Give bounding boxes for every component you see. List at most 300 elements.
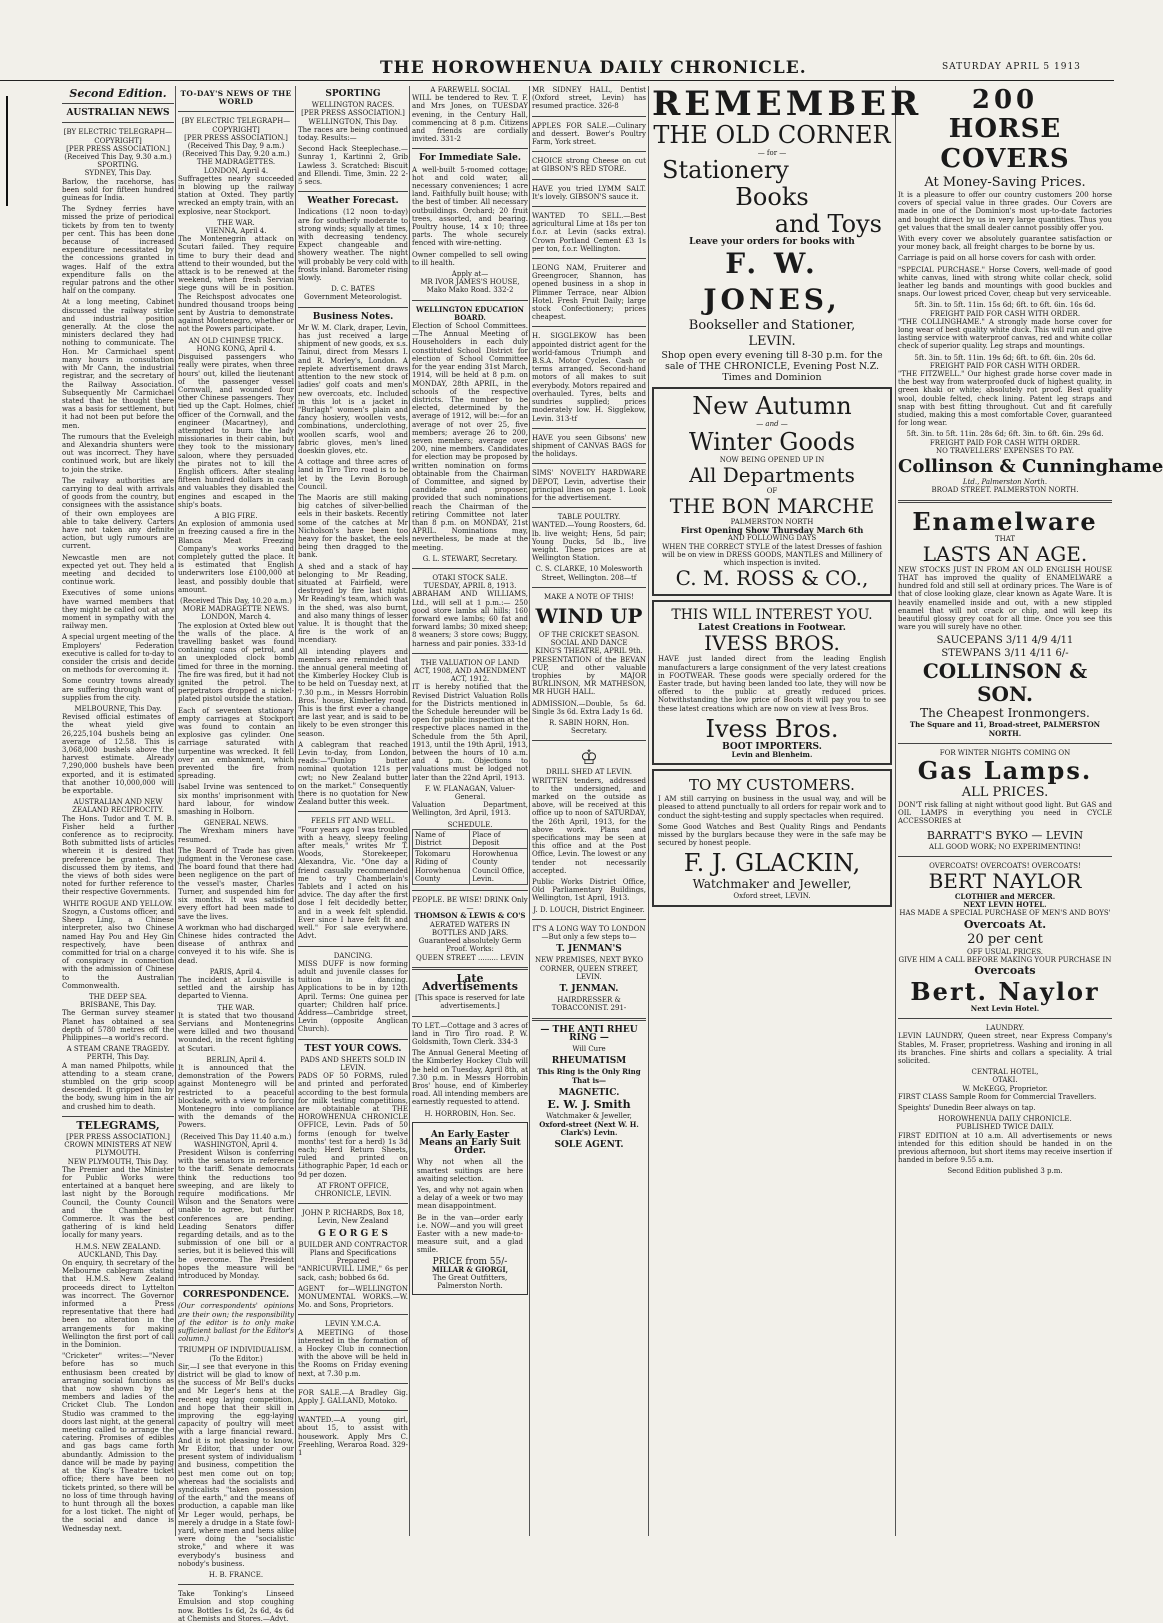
section-heading: AUSTRALIAN NEWS — [66, 108, 170, 119]
ad-text: NO TRAVELLERS' EXPENSES TO PAY. — [936, 446, 1074, 455]
firm-name: T. JENMAN. — [559, 984, 619, 995]
paragraph: ADMISSION.—Double, 5s 6d. Single 3s 6d. Extra Lady 1s 6d. — [532, 699, 646, 716]
received-note: (Received This Day 11.40 a.m.) — [180, 1132, 292, 1141]
dateline: LONDON, March 4. — [200, 613, 271, 622]
assoc-note: [PER PRESS ASSOCIATION.] — [184, 133, 288, 142]
column-australian-news — [62, 86, 174, 1536]
dateline: WELLINGTON, This Day. — [308, 117, 398, 126]
paragraph: FIRST CLASS Sample Room for Commercial Travellers. — [898, 1092, 1097, 1101]
received-note: (Received This Day, 9 a.m.) — [187, 142, 285, 151]
paragraph: CHOICE strong Cheese on cut at GIBSON'S RED STORE. — [532, 157, 646, 174]
firm-name: C. M. ROSS & CO., — [675, 566, 869, 591]
firm-name: BARRATT'S BYKO — LEVIN — [926, 828, 1084, 842]
paragraph: All intending players and members are reminded that the annual general meeting of the Kimberley Hockey Club is to be held on Tuesday next, at 7.30 p.m., in Messrs Horrobin Bros.' house, Kimberley road. This is the first ever a change are last year, and is said to be likely to be even stronger this season. — [298, 647, 408, 738]
paragraph: IT'S A LONG WAY TO LONDON —But only a few steps to— — [532, 924, 646, 942]
ad-heading: HORSE COVERS — [940, 114, 1070, 174]
wind-up-heading: WIND UP — [535, 603, 643, 628]
paragraph: [This space is reserved for late advertisements.] — [415, 994, 525, 1011]
paragraph: NEW PREMISES, NEXT BYKO CORNER, QUEEN STREET, LEVIN. — [534, 956, 644, 981]
table-header: Name of District — [413, 829, 470, 848]
paragraph: Isabel Irvine was sentenced to six months' imprisonment with hard labour, for window smashing in Holborn. — [178, 783, 294, 817]
firm-tagline: The Great Outfitters, — [432, 1274, 508, 1282]
dateline: (To the Editor.) — [209, 1354, 263, 1363]
firm-name: Bert. Naylor — [910, 976, 1100, 1006]
paragraph: The rumours that the Eveleigh and Alexandria shunters were out was incorrect. They have continued work, but are likely to join the strike. — [62, 432, 174, 474]
firm-name: BERT NAYLOR — [928, 868, 1082, 893]
received-note: (Received This Day, 9.20 a.m.) — [182, 150, 290, 159]
subheading: MAGNETIC. — [558, 1087, 620, 1098]
paragraph: H. SIGGLEKOW has been appointed district agent for the world-famous Triumph and B.S.A. Motor Cycles. Cash or terms arranged. Second-hand motors of all makes to suit everybody. Motors repaired and overhauled. Tyres, belts and sundries supplied; prices moderately low. H. Sigglekow, Levin. 313-tf — [532, 332, 646, 423]
paragraph: It is a pleasure to offer our country customers 200 horse covers of special value in three grades. Our Covers are made in one of the Dominion's most up-to-date factories and bought direct by us in very large quantities. Thus you get values that the small dealer cannot possibly offer you. — [898, 191, 1112, 232]
paragraph: I AM still carrying on business in the usual way, and will be pleased to attend punctually to all orders for repair work and to conduct the sight-testing and supply spectacles when required. — [658, 795, 886, 820]
ad-heading: Winter Goods — [688, 427, 856, 456]
ad-text: OVERCOATS! OVERCOATS! OVERCOATS! — [929, 861, 1081, 870]
ad-text: BROAD STREET. PALMERSTON NORTH. — [931, 486, 1079, 495]
paragraph: This Ring is the Only Ring That is— — [537, 1067, 641, 1085]
dateline: VIENNA, April 4. — [205, 227, 267, 236]
ad-text: The Square and 11, Broad-street, PALMERSTON NORTH. — [909, 720, 1101, 738]
paragraph: Be in the van—order early i.e. NOW—and you will greet Easter with a new made-to-measure suit, and a glad smile. — [417, 1213, 523, 1255]
dateline: PERTH, This Day. — [86, 1053, 150, 1062]
dateline: SYDNEY, This Day. — [84, 169, 152, 178]
wire-note: [BY ELECTRIC TELEGRAPH—COPYRIGHT] — [181, 117, 291, 134]
subheading: MORE MADRAGETTE NEWS. — [182, 605, 290, 614]
firm-name: F. J. GLACKIN, — [683, 849, 861, 878]
suit-advertisement — [412, 1122, 528, 1296]
paragraph: A special urgent meeting of the Employers' Federation executive is called for to-day to consider the crisis and decide on methods for overcoming it. — [62, 633, 174, 675]
ad-heading: and Toys — [774, 210, 882, 239]
paragraph: Watchmaker & Jeweller, — [546, 1112, 632, 1121]
ad-text: Levin and Blenheim. — [731, 750, 813, 760]
bon-marche-advertisement — [652, 387, 892, 596]
subheading: SOLE AGENT. — [554, 1139, 624, 1150]
ad-text: FOR WINTER NIGHTS COMING ON — [939, 748, 1071, 757]
subheading: THE WAR. — [217, 1003, 255, 1012]
paragraph: Barlow, the racehorse, has been sold for fifteen hundred guineas for India. — [62, 177, 174, 203]
ad-heading: Overcoats At. — [963, 917, 1047, 931]
ad-text: THAT — [994, 534, 1016, 543]
paragraph: A cablegram that reached Levin to-day, from London, reads:—"Dunlop butter nominal quotation 121s per cwt; no New Zealand butter on the market." Consequently there is no quotation for New Zealand butter this week. — [298, 740, 408, 807]
paragraph: Indications (12 noon to-day) are for southerly moderate to strong winds; squally at times, with decreasing tendency. Expect changeable and showery weather. The night will probably be very cold with frosts inland. Barometer rising slowly. — [298, 208, 408, 283]
ad-text: Oxford street, LEVIN. — [733, 892, 811, 901]
subheading: TRIUMPH OF INDIVIDUALISM. — [178, 1346, 294, 1355]
paragraph: Szogyn, a Customs officer, and Sheep Ling, a Chinese interpreter, also two Chinese named Hay Pou and Hey Gin respectively, have been committed for trial on a charge of conspiracy in connection with the admission of Chinese to the Australian Commonwealth. — [62, 907, 174, 990]
paragraph: A cottage and three acres of land in Tiro Tiro road is to be let by the Levin Borough Council. — [298, 458, 408, 491]
firm-name: MILLAR & GIORGI, — [431, 1264, 509, 1274]
ad-text: Latest Creations in Footwear. — [698, 623, 846, 634]
ad-text: ALL GOOD WORK; NO EXPERIMENTING! — [929, 842, 1081, 851]
assoc-note: [PER PRESS ASSOCIATION.] — [66, 144, 170, 153]
paragraph: "SPECIAL PURCHASE." Horse Covers, well-made of good white canvas, lined with strong white collar check, solid leather leg bands and mountings with good buckles and snaps. Our lowest priced Cover, cheap but very serviceable. — [898, 265, 1112, 299]
subheading: THE DEEP SEA. — [88, 992, 148, 1001]
column-rule — [648, 86, 649, 1536]
subheading: THE WAR. — [217, 218, 255, 227]
paragraph: AGENT for—WELLINGTON MONUMENTAL WORKS.—W. Mo. and Sons, Proprietors. — [298, 1284, 408, 1310]
firm-name: T. JENMAN'S — [556, 944, 622, 955]
paragraph: Sir,—I see that everyone in this district will be glad to know of the success of Mr Bell's ducks and Mr Leger's hens at the recent egg laying competition, and hope that their skill in improving the egg-laying capacity of poultry will meet with a large financial reward. And it is not pleasing to know, Mr Editor, that under our present system of individualism and business, competition the best men come out on top; whereas had the socialists and syndicalists "taken possession of the earth," and the means of production, a capable man like Mr Leger would, perhaps, be merely a drudge in a State fowl-yard, where men and hens alike were doing the "socialistic stroke," and where it was everybody's business and nobody's business. — [178, 1362, 294, 1568]
ad-text: Bookseller and Stationer, — [688, 318, 856, 334]
paragraph: Will Cure — [572, 1045, 606, 1054]
paragraph: LEONG NAM, Fruiterer and Greengrocer, Shannon, has opened business in a shop in Plimmer Terrace, near Albion Hotel. Fresh Fruit Daily; large stock Confectionery; prices cheapest. — [532, 264, 646, 322]
ad-heading: Enamelware — [912, 506, 1098, 536]
subheading: SOCIAL AND DANCE — [550, 639, 628, 648]
edition-heading: Second Edition. — [69, 87, 167, 100]
subheading: THE MADRAGETTES. — [196, 158, 276, 167]
ad-text: PUBLISHED TWICE DAILY. — [956, 1123, 1054, 1132]
issue-date: SATURDAY APRIL 5 1913 — [942, 62, 1081, 72]
ad-heading: TO MY CUSTOMERS. — [689, 776, 855, 795]
paragraph: FIRST EDITION at 10 a.m. All advertisements or news intended for this edition should be handed in on the previous afternoon, but short items may receive insertion if handed in before 9.55 a.m. — [898, 1131, 1112, 1165]
paragraph: Mr W. M. Clark, draper, Levin, has just received a large shipment of new goods, ex s.s. Tainui, direct from Messrs I. and R. Morley's, London. A replete advertisement draws attention to the new stock of ladies' golf coats and men's new overcoats, etc. Included in this lot is a jacket in "Burlagh" women's plain and fancy hosiery, woollen vests, combinations, underclothing, woollen scarfs, wool and fabric gloves, men's lined doeskin gloves, etc. — [298, 323, 408, 455]
dateline: MELBOURNE, This Day. — [74, 705, 162, 714]
dateline: TUESDAY, APRIL 8, 1913. — [423, 582, 517, 591]
paragraph: ABRAHAM AND WILLIAMS, Ltd., will sell at 1 p.m.:— 250 good store lambs all hills; 160 forward ewe lambs; 60 fat and forward lambs; 30 mixed sheep; 8 weaners; 3 store cows; Buggy, harness and pair ponies. 333-1d — [412, 590, 528, 648]
ad-heading: New Autumn — [692, 392, 852, 421]
paragraph: SIMS' NOVELTY HARDWARE DEPOT, Levin, advertise their principal lines on page 1. Look for the advertisement. — [532, 469, 646, 502]
column-rule — [175, 86, 176, 1536]
ad-heading: 200 — [971, 85, 1039, 115]
ad-text: HAS MADE A SPECIAL PURCHASE OF MEN'S AND BOYS' — [899, 909, 1111, 918]
signature: H. B. FRANCE. — [208, 1570, 264, 1579]
paragraph: The explosion at Oxted blew out the walls of the place. A travelling basket was found containing cans of petrol, and an unexploded clock bomb timed for three in the morning. The fire was fired, but it had not ignited the petrol. The perpetrators dropped a nickel-plated pistol outside the station. — [178, 621, 294, 704]
paragraph: WRITTEN tenders, addressed to the undersigned, and marked on the outside as above, will be received at this office up to noon of SATURDAY, the 26th April, 1913, for the above work. Plans and specifications may be seen at this office and at the Post Office, Levin. The lowest or any tender not necessarily accepted. — [532, 776, 646, 875]
paragraph: Public Works District Office, Old Parliamentary Buildings, Wellington, 1st April, 1913. — [532, 878, 646, 903]
paragraph: President Wilson is conferring with the senators in reference to the tariff. Senate democrats think the reductions too sweeping, and are likely to require modifications. Mr Wilson and the Senators were unable to agree, but further conferences are pending. Leading Senators differ regarding details, and as to the submission of one bill or a series, but it is believed this will be overcome. The President hopes the measure will be introduced by Monday. — [178, 1148, 294, 1281]
ad-text: Leave your orders for books with — [689, 237, 855, 248]
wire-note: [BY ELECTRIC TELEGRAPH—COPYRIGHT] — [63, 128, 173, 145]
ad-text: AND FOLLOWING DAYS — [727, 534, 817, 543]
paragraph: "THE FITZWELL." Our highest grade horse cover made in the best way from waterproofed duck of highest quality, in green khaki or white; absolutely rot proof. Best quality wool, double felted, check lining. Patent leg straps and snap with best fitting throughout. Cut and fit carefully studied, making this a most comfortable Cover, guaranteed for long wear. — [898, 370, 1112, 428]
paragraph: HAVE just landed direct from the leading English manufacturers a large consignment of the very latest creations in FOOTWEAR. These goods were specially ordered for the Easter trade, but having been landed too late, they will now be offered to the public at greatly reduced prices. Notwithstanding the low price of Boots it will pay you to see these latest creations which are now on view at Ivess Bros. — [658, 655, 886, 713]
firm-name: COLLINSON & SON. — [922, 659, 1088, 707]
paragraph: Some country towns already are suffering through want of supplies from the city. — [62, 677, 174, 702]
subheading: KING'S THEATRE, APRIL 9th. — [535, 647, 643, 656]
subheading: GENERAL NEWS. — [203, 819, 269, 828]
ad-heading: THIS WILL INTEREST YOU. — [671, 607, 873, 624]
dateline: BERLIN, April 4. — [206, 1055, 266, 1064]
paragraph: The Maoris are still making big catches of silver-bellied eels in their baskets. Recently some of the catches at Mr Nicholson's have been too heavy for the basket, the eels being then dragged to the bank. — [298, 493, 408, 560]
column-rule — [295, 86, 296, 1536]
paragraph: HAIRDRESSER & TOBACCONIST. 291- — [551, 996, 627, 1013]
paragraph: "Cricketer" writes:—"Never before has so much enthusiasm been created by arranging social functions as that now shown by the members and ladies of the Cricket Club. The London Studio was crammed to the doors last night, at the general meeting called to arrange the catering. Promises of edibles and gas bags came forth abundantly. Admission to the dance will be made by paying at the King's Theatre ticket office; there have been no tickets printed, so there will be no loss of time through having to hunt through all the boxes for a lost ticket. The night of the social and dance is Wednesday next. — [62, 1352, 174, 1533]
ad-text: First Opening Show Thursday March 6th — [680, 525, 864, 536]
price-line: STEWPANS 3/11 4/11 6/- — [941, 648, 1069, 660]
signature: G. L. STEWART, Secretary. — [422, 554, 518, 563]
subheading: HOROWHENUA DAILY CHRONICLE. — [938, 1115, 1072, 1124]
subheading: RHEUMATISM — [551, 1056, 627, 1067]
column-rule — [529, 86, 530, 1536]
subheading: LEVIN Y.M.C.A. — [325, 1320, 381, 1329]
section-heading: Business Notes. — [312, 311, 394, 322]
paragraph: Why not when all the smartest suitings are here awaiting selection. — [417, 1158, 523, 1183]
dateline: NEW PLYMOUTH, This Day. — [67, 1157, 169, 1166]
signature: F. W. FLANAGAN, Valuer-General. — [424, 784, 516, 802]
section-heading: G E O R G E S — [318, 1228, 388, 1239]
firm-name: E. W. J. Smith — [547, 1098, 631, 1112]
subheading: DANCING. — [333, 951, 373, 960]
paragraph: Apply at— — [451, 270, 489, 279]
ad-heading: An Early Easter Means an Early Suit Order. — [419, 1129, 521, 1157]
paragraph: LEVIN LAUNDRY, Queen street, near Express Company's Stables, M. Fraser, proprietress. Washing and ironing in all its branches. Fine shirts and collars a speciality. A trial solicited. — [898, 1032, 1112, 1065]
ad-text: OFF USUAL PRICES. — [967, 947, 1043, 956]
subheading: WHITE ROGUE AND YELLOW. — [63, 899, 173, 908]
dateline: LONDON, April 4. — [203, 166, 269, 175]
subheading: AT FRONT OFFICE, CHRONICLE, LEVIN. — [314, 1181, 392, 1198]
paragraph: Guaranteed absolutely Germ Proof. Works: — [418, 937, 522, 954]
dateline: WASHINGTON, April 4. — [193, 1140, 279, 1149]
paragraph: The Sydney ferries have missed the prize of periodical tickets by from ten to twenty per cent. This has been done because of increased expenditure necessitated by the concessions granted in wages. Half of the extra expenditure falls on the regular patrons and the other half on the company. — [62, 205, 174, 296]
subheading: A BIG FIRE. — [214, 511, 258, 520]
paragraph: An explosion of ammonia used in freezing caused a fire in the Blanca Meat Freezing Company's works and completely gutted the place. It is estimated that English underwriters lose £100,000 at least, and possibly double that amount. — [178, 520, 294, 594]
ad-text: — and — — [756, 420, 788, 429]
firm-name: Ivess Bros. — [705, 714, 839, 743]
paragraph: Carriage is paid on all horse covers for cash with order. — [898, 254, 1096, 263]
subheading: AERATED WATERS IN BOTTLES AND JARS. — [429, 920, 511, 937]
column-display-ads-right — [898, 85, 1163, 1536]
subheading: WELLINGTON RACES. — [311, 101, 395, 110]
paragraph: HAVE you seen Gibsons' new shipment of CANVAS BAGS for the holidays. — [532, 433, 646, 459]
ad-heading: Books — [735, 183, 809, 212]
schedule-table — [412, 829, 528, 885]
paragraph: The Hons. Tudor and T. M. B. Fisher held a further conference as to reciprocity. Both submitted lists of articles wherein it is desired that preference be granted. They discussed them by items, and the views of both sides were noted for further reference to their respective Governments. — [62, 814, 174, 897]
table-header: Place of Deposit — [470, 829, 528, 848]
price-line: 5ft. 3in. to 5ft. 11in. 15s 6d; 6ft. to 6ft. 6in. 16s 6d. FREIGHT PAID FOR CASH WITH ORDER. — [914, 301, 1096, 318]
paragraph: Yes, and why not again when a delay of a week or two may mean disappointment. — [417, 1185, 523, 1211]
column-world-news — [178, 86, 294, 1623]
assoc-note: [PER PRESS ASSOCIATION.] — [301, 109, 405, 118]
subheading: H.M.S. NEW ZEALAND. — [75, 1242, 161, 1251]
column-rule — [409, 86, 410, 1536]
section-heading: For Immediate Sale. — [419, 153, 521, 164]
subheading: OF THE CRICKET SEASON. — [538, 630, 640, 639]
ad-text: — for — — [757, 149, 787, 157]
section-heading: TO-DAY'S NEWS OF THE WORLD — [180, 89, 292, 107]
ad-text: BOOT IMPORTERS. — [722, 741, 822, 752]
ad-text: OF — [766, 486, 778, 495]
ivess-bros-advertisement — [652, 600, 892, 765]
paragraph: The railway authorities are carrying to deal with arrivals of goods from the country, but consignees with the assistance of their own employees are able to take delivery. Carters have not taken any definite action, but ugly rumours are current. — [62, 476, 174, 551]
subheading: AUSTRALIAN AND NEW ZEALAND RECIPROCITY. — [72, 798, 164, 815]
section-heading: SPORTING — [325, 89, 381, 99]
ad-text: Second Edition published 3 p.m. — [947, 1167, 1063, 1176]
paragraph: It is stated that two thousand Servians and Montenegrins were killed and two thousand wounded, in the recent fighting at Scutari. — [178, 1011, 294, 1053]
subheading: LAUNDRY. — [985, 1024, 1025, 1033]
signature: C. S. CLARKE, 10 Molesworth Street, Wellington. 208—tf — [535, 565, 643, 582]
paragraph: Some Good Watches and Best Quality Rings and Pendants missed by the burglars because they were in the safe may be secured by honest people. — [658, 822, 886, 848]
paragraph: Valuation Department, Wellington, 3rd April, 1913. — [412, 801, 528, 818]
subheading: A FAREWELL SOCIAL — [430, 86, 510, 94]
paragraph: TO LET.—Cottage and 3 acres of land in Tiro Tiro road. P. W. Goldsmith, Town Clerk. 334-3 — [412, 1021, 528, 1046]
ad-text: NOW BEING OPENED UP IN — [719, 455, 825, 464]
paragraph: The races are being continued today. Results:— — [298, 125, 408, 143]
paragraph: The German survey steamer Planet has obtained a sea depth of 5780 metres off the Philippines—a world's record. — [62, 1009, 174, 1042]
firm-place: Palmerston North. — [437, 1282, 503, 1291]
crown-emblem-icon: ♔ — [580, 745, 598, 770]
paragraph: Each of seventeen stationary empty carriages at Stockport was found to contain an explosive gas cylinder. One carriage saturated with turpentine was wrecked. It fell over an embankment, which prevented the fire from spreading. — [178, 706, 294, 781]
table-row — [413, 849, 528, 885]
paragraph: HAVE you tried LYMM SALT. It's lovely. GIBSON'S sauce it. — [532, 184, 646, 201]
received-note: (Received This Day, 10.20 a.m.) — [180, 596, 292, 605]
paragraph: Election of School Committees.—The Annual Meeting of Householders in each duly constituted School District for election of School Committee for the year ending 31st March, 1914, will be held at 8 p.m. on MONDAY, 28th APRIL, in the schools of the respective districts. The number to be elected, determined by the average of 1912, will be:—for an average of not over 25, five members; average 26 to 200, seven members; average over 200, nine members. Candidates for election may be proposed by written nomination on forms obtainable from the Chairman of Committee, and signed by candidate and proposer, provided that such nominations reach the Chairman of the retiring Committee not later than 8 p.m. on MONDAY, 21st APRIL. Nominations may, nevertheless, be made at the meeting. — [412, 322, 528, 552]
paragraph: A shed and a stack of hay belonging to Mr Reading, situated at Fairfield, were destroyed by fire last night. Mr Reading's team, which was in the shed, was also burnt, and also many things of lesser value. It is thought that the fire is the work of an incendiary. — [298, 562, 408, 645]
paragraph: WANTED TO SELL.—Best agricultural Lime at 18s per ton f.o.r. at Levin (sacks extra). Crown Portland Cement £3 1s per ton, f.o.r. Wellington. — [532, 212, 646, 253]
paragraph: MISS DUFF is now forming adult and juvenile classes for tuition in dancing. Applications to be in by 12th April. Terms: One guinea per quarter; Children half price. Address—Cambridge street, Levin (opposite Anglican Church). — [298, 959, 408, 1034]
correspondence-heading: CORRESPONDENCE. — [182, 1290, 290, 1301]
paragraph: Suffragettes nearly succeeded in blowing up the railway station at Oxted. They partly wrecked an empty train, with an explosive, near Stockport. — [178, 174, 294, 216]
assoc-note: [PER PRESS ASSOCIATION.] — [66, 1132, 170, 1141]
paragraph: (Our correspondents' opinions are their own; the responsibility of the editor is to only make sufficient ballast for the Editor's column.) — [178, 1302, 294, 1344]
section-heading: Weather Forecast. — [307, 196, 399, 207]
ad-heading: ALL PRICES. — [961, 784, 1049, 800]
paragraph: It is announced that the demonstration of the Powers against Montenegro will be restricted to a peaceful blockade, with a view to forcing Montenegro into compliance with the demands of the Powers. — [178, 1063, 294, 1130]
firm-name: IVESS BROS. — [704, 631, 840, 656]
paragraph: Revised official estimates of the wheat yield give 26,225,104 bushels being an average of 12.58. This is 3,068,000 bushels above the harvest estimate. Already 7,290,000 bushels have been exported, and it is estimated that another 10,000,000 will be exportable. — [62, 713, 174, 796]
ad-text: Watchmaker and Jeweller, — [692, 877, 852, 892]
ad-text: NEXT LEVIN HOTEL. — [963, 900, 1047, 910]
firm-name: Collinson & Cunninghame — [898, 456, 1163, 478]
subheading: A STEAM CRANE TRAGEDY. — [66, 1045, 170, 1054]
paragraph: APPLES FOR SALE.—Culinary and dessert. Bower's Poultry Farm, York street. — [532, 121, 646, 147]
ad-text: CLOTHIER and MERCER. — [954, 891, 1056, 901]
ad-text: Ltd., Palmerston North. — [962, 478, 1048, 487]
margin-mark — [6, 96, 8, 206]
paragraph: With every cover we absolutely guarantee satisfaction or your money back, all freight charges to be borne by us. — [898, 235, 1112, 252]
paragraph: "ANRICURVILL LIME," 6s per sack, cash; bobbed 6s 6d. — [298, 1265, 408, 1282]
paragraph: Speights' Dunedin Beer always on tap. — [898, 1104, 1036, 1112]
column-rule — [895, 86, 896, 1536]
paragraph: "Four years ago I was troubled with a heavy, sleepy feeling after meals," writes Mr T. Woods, Storekeeper, Alexandra, Vic. "One day a friend casually recommended me to try Chamberlain's Tablets and I acted on his advice. The day after the first dose I felt decidedly better, and in a week felt splendid. Ever since I have felt fit and well." For sale everywhere. Advt. — [298, 825, 408, 941]
ad-text: GIVE HIM A CALL BEFORE MAKING YOUR PURCHASE IN — [898, 955, 1112, 964]
paragraph: The Montenegrin attack on Scutari failed. They require time to bury their dead and attend to their wounded, but the attack is to be renewed at the weekend, when fresh Servian siege guns will be in position. The Reichspost advocates one hundred thousand troops being sent by Austria to demonstrate against Montenegro, whether or not the Powers participate. — [178, 235, 294, 334]
subheading: SPORTING. — [97, 161, 139, 170]
signature: R. SABIN HORN, Hon. Secretary. — [548, 718, 630, 736]
paragraph: DON'T risk falling at night without good light. But GAS and OIL LAMPS in everything you need in CYCLE ACCESSORIES at — [898, 800, 1112, 826]
column-notices — [412, 86, 528, 1536]
column-display-ads — [652, 84, 923, 1536]
subheading: WELLINGTON EDUCATION BOARD. — [416, 304, 524, 322]
paragraph: WANTED.—A young girl, about 15, to assist with housework. Apply Mrs C. Freehling, Weraroa Road. 329-1 — [298, 1416, 408, 1458]
ad-text: WHEN THE CORRECT STYLE of the latest Dresses of fashion will be on view in DRESS GOODS, MANTLES and Millinery of which inspection is invited. — [662, 542, 882, 568]
firm-name: F. W. JONES, — [703, 247, 841, 317]
paragraph: PADS OF 50 FORMS, ruled and printed and perforated according to the best formula for milk testing competitions, are obtainable at THE HOROWHENUA CHRONICLE OFFICE, Levin. Pads of 50 forms (enough for twelve months' test for a herd) 1s 3d each; Herd Return Sheets, ruled and printed on Lithographic Paper, 1d each or 9d per dozen. — [298, 1072, 408, 1179]
ad-text: At Money-Saving Prices. — [924, 175, 1086, 190]
paragraph: QUEEN STREET ......... LEVIN — [415, 953, 524, 962]
ad-text: OTAKI. — [992, 1076, 1018, 1085]
paragraph: WANTED.—Young Roosters, 6d. lb. live weight; Hens, 5d pair; Young Ducks, 5d lb., live weight. These prices are at Wellington Station. — [532, 521, 646, 563]
late-ads-heading: Late Advertisements — [422, 971, 518, 993]
signature: JOHN P. RICHARDS, Box 18, Levin, New Zealand — [302, 1209, 404, 1226]
paragraph: The Premier and the Minister for Public Works were entertained at a banquet here last night by the Borough Council, the County Council and the Chamber of Commerce. It was the best gathering of is kind held locally for many years. — [62, 1165, 174, 1240]
subheading: CROWN MINISTERS AT NEW PLYMOUTH. — [64, 1141, 172, 1158]
paragraph: PEOPLE. BE WISE! DRINK Only— — [412, 896, 528, 913]
column-small-ads — [532, 86, 646, 1536]
firm-name: THE BON MARCHE — [669, 494, 875, 519]
ad-text: LEVIN. — [748, 334, 796, 350]
ring-heading: — THE ANTI RHEU RING — — [540, 1024, 638, 1043]
subheading: OTAKI STOCK SALE. — [432, 573, 508, 582]
section-heading: TEST YOUR COWS. — [304, 1043, 402, 1054]
paragraph: A well-built 5-roomed cottage; hot and cold water, all necessary conveniences; 1 acre land. Faithfully built house; with the best of timber. All necessary outbuildings. Orchard; 20 fruit trees, assorted, and bearing. Poultry house, 14 x 10; three parts. The whole securely fenced with wire-netting. — [412, 165, 528, 248]
paragraph: "THE COLLINGHAME." A strongly made horse cover for long wear of best quality white duck. This will run and give lasting service with waterproof canvas, red and white collar check of superior quality. Leg straps and mountings. — [898, 317, 1112, 351]
subheading: PADS AND SHEETS SOLD IN LEVIN. — [300, 1055, 406, 1072]
price-line: SAUCEPANS 3/11 4/9 4/11 — [936, 635, 1074, 647]
subheading: DRILL SHED AT LEVIN. — [545, 768, 633, 777]
subheading: TABLE POULTRY. — [557, 513, 621, 522]
paragraph: IT is hereby notified that the Revised District Valuation Rolls for the Districts mentioned in the Schedule hereunder will be open for public inspection at the respective places named in the Schedule from the 5th April, 1913, until the 19th April, 1913, between the hours of 10 a.m. and 4 p.m. Objections to valuations must be lodged not later than the 22nd April, 1913. — [412, 683, 528, 782]
ad-heading: REMEMBER — [652, 84, 923, 124]
ad-heading: 20 per cent — [967, 931, 1043, 947]
ad-heading: Overcoats — [974, 963, 1036, 977]
paper-title: THE HOROWHENUA DAILY CHRONICLE. — [380, 58, 807, 78]
ad-text: Next Levin Hotel. — [970, 1003, 1040, 1013]
telegrams-heading: TELEGRAMS, — [76, 1118, 160, 1132]
subheading: THE VALUATION OF LAND ACT, 1908, AND AMENDMENT ACT, 1912. — [414, 658, 526, 684]
ad-heading: LASTS AN AGE. — [922, 541, 1088, 566]
subheading: Plans and Specifications Prepared — [309, 1249, 397, 1266]
signature: J. D. LOUCH, District Engineer. — [533, 905, 645, 914]
dateline: HONG KONG, April 4. — [196, 344, 276, 353]
paragraph: FOR SALE.—A Bradley Gig. Apply J. GALLAND, Motoko. — [298, 1388, 408, 1406]
paragraph: WILL be tendered to Rev. T. F. and Mrs Jones, on TUESDAY evening, in the Century Hall, commencing at 8 p.m. Citizens and friends are cordially invited. 331-2 — [412, 94, 528, 144]
paragraph: Owner compelled to sell owing to ill health. — [412, 250, 528, 267]
ad-text: PALMERSTON NORTH — [730, 518, 814, 527]
paragraph: Oxford-street (Next W. H. Clark's) Levin. — [539, 1119, 639, 1137]
old-corner-advertisement — [652, 84, 923, 384]
ad-text: The Cheapest Ironmongers. — [920, 706, 1090, 721]
subheading: FEELS FIT AND WELL. — [310, 817, 396, 826]
ad-heading: Gas Lamps. — [917, 755, 1093, 785]
price-line: 5ft. 3in. to 5ft. 11in. 19s 6d; 6ft. to 6ft. 6in. 20s 6d. FREIGHT PAID FOR CASH WITH ORDER. — [914, 353, 1096, 370]
paragraph: The incident at Louisville is settled and the airship has departed to Vienna. — [178, 975, 294, 1001]
dateline: AUCKLAND, This Day. — [78, 1250, 158, 1259]
ad-text: W. McKEGG, Proprietor. — [962, 1084, 1048, 1093]
ad-text: Shop open every evening till 8-30 p.m. for the sale of THE CHRONICLE, Evening Post N.Z. Times and Dominion — [661, 350, 883, 384]
column-sporting — [298, 86, 408, 1536]
subheading: SCHEDULE. — [447, 820, 493, 829]
ad-heading: Stationery — [662, 156, 789, 185]
subheading: CENTRAL HOTEL, — [971, 1068, 1039, 1077]
paragraph: NEW STOCKS JUST IN FROM AN OLD ENGLISH HOUSE THAT has improved the quality of ENAMELWARE a hundred fold and still sell at ordinary prices. The Ware is of that of close looking glaze, clear known as Agate Ware. It is heavily enamelled inside and out, with a new stippled enamel that will not crack or chip, and will keep its beautiful glossy grey coat for all time. Once you see this ware you will surely have no other. — [898, 565, 1112, 632]
paragraph: Disguised passengers who really were pirates, when three hours' out, killed the lieutenant of the passenger vessel Cornwall, and wounded four other Chinese passengers. They tied up the Capt. Holmes, chief officer of the Cornwall, and the engineer (Macartney), and attempted to burn the lady missionaries in their cabin, but they took to the missionary saloon, where they persuaded the pirates not to kill the English officers. After stealing fifteen hundred dollars in cash and valuables they disabled the engines and escaped in the ship's boats. — [178, 353, 294, 509]
paragraph: A MEETING of those interested in the formation of a Hockey Club in connection with the above will be held in the Rooms on Friday evening next, at 7.30 p.m. — [298, 1328, 408, 1378]
subheading: MAKE A NOTE OF THIS! — [544, 592, 634, 601]
table-cell: Horowhenua County Council Office, Levin. — [470, 849, 528, 885]
paragraph: The Wrexham miners have resumed. — [178, 827, 294, 844]
subheading: AN OLD CHINESE TRICK. — [188, 336, 284, 345]
paragraph: At a long meeting, Cabinet discussed the railway strike and industrial position generally. At the close the ministers declared they had nothing to communicate. The Hon. Mr Carmichael spent many hours in consultation with Mr Cann, the industrial registrar, and the secretary of the Railway Association. Subsequently Mr Carmichael stated that he thought there was a basis for settlement, but it had not been put before the men. — [62, 298, 174, 430]
paragraph: The Board of Trade has given judgment in the Veronese case. The board found that there had been negligence on the part of the vessel's master, Charles Turner, and suspended him for six months. It was satisfied every effort had been made to save the lives. — [178, 846, 294, 921]
paragraph: The Annual General Meeting of the Kimberley Hockey Club will be held on Tuesday, April 8th, at 7.30 p.m. in Messrs Horrobin Bros' house, end of Kimberley road. All intending members are earnestly requested to attend. — [412, 1049, 528, 1107]
price: PRICE from 55/- — [432, 1256, 508, 1267]
subheading: BUILDER AND CONTRACTOR — [298, 1240, 408, 1249]
paragraph: MR SIDNEY HALL, Dentist (Oxford street, Levin) has resumed practice. 326-8 — [532, 86, 646, 111]
received-note: (Received This Day, 9.30 a.m.) — [64, 153, 172, 162]
paragraph: Newcastle men are not expected yet out. They held a meeting and decided to continue work. — [62, 553, 174, 587]
subheading: THOMSON & LEWIS & CO'S — [414, 911, 526, 921]
paragraph: A man named Philpotts, while attending to a steam crane, stumbled on the grip scoop descended. It gripped him by the body, swung him in the air and crushed him to death. — [62, 1061, 174, 1111]
dateline: PARIS, April 4. — [209, 967, 263, 976]
glackin-advertisement — [652, 769, 892, 906]
dateline: BRISBANE, This Day. — [79, 1001, 157, 1010]
signature: H. HORROBIN, Hon. Sec. — [424, 1109, 516, 1118]
paragraph: Take Tonking's Linseed Emulsion and stop coughing now. Bottles 1s 6d, 2s 6d, 4s 6d at Chemists and Stores.—Advt. — [178, 1590, 294, 1623]
paragraph: Second Hack Steeplechase.—Sunray 1, Kartinni 2, Grib Lawless 3. Scratched: Biscuit and Ellendi. Time, 3min. 22 2-5 secs. — [298, 145, 408, 187]
table-cell: Tokomaru Riding of Horowhenua County — [413, 849, 470, 885]
signature: MR IVOR JAMES'S HOUSE, Mako Mako Road. 332-2 — [420, 278, 520, 295]
ad-heading: All Departments — [689, 462, 855, 487]
signature: Government Meteorologist. — [304, 293, 402, 302]
table-row — [413, 829, 528, 848]
